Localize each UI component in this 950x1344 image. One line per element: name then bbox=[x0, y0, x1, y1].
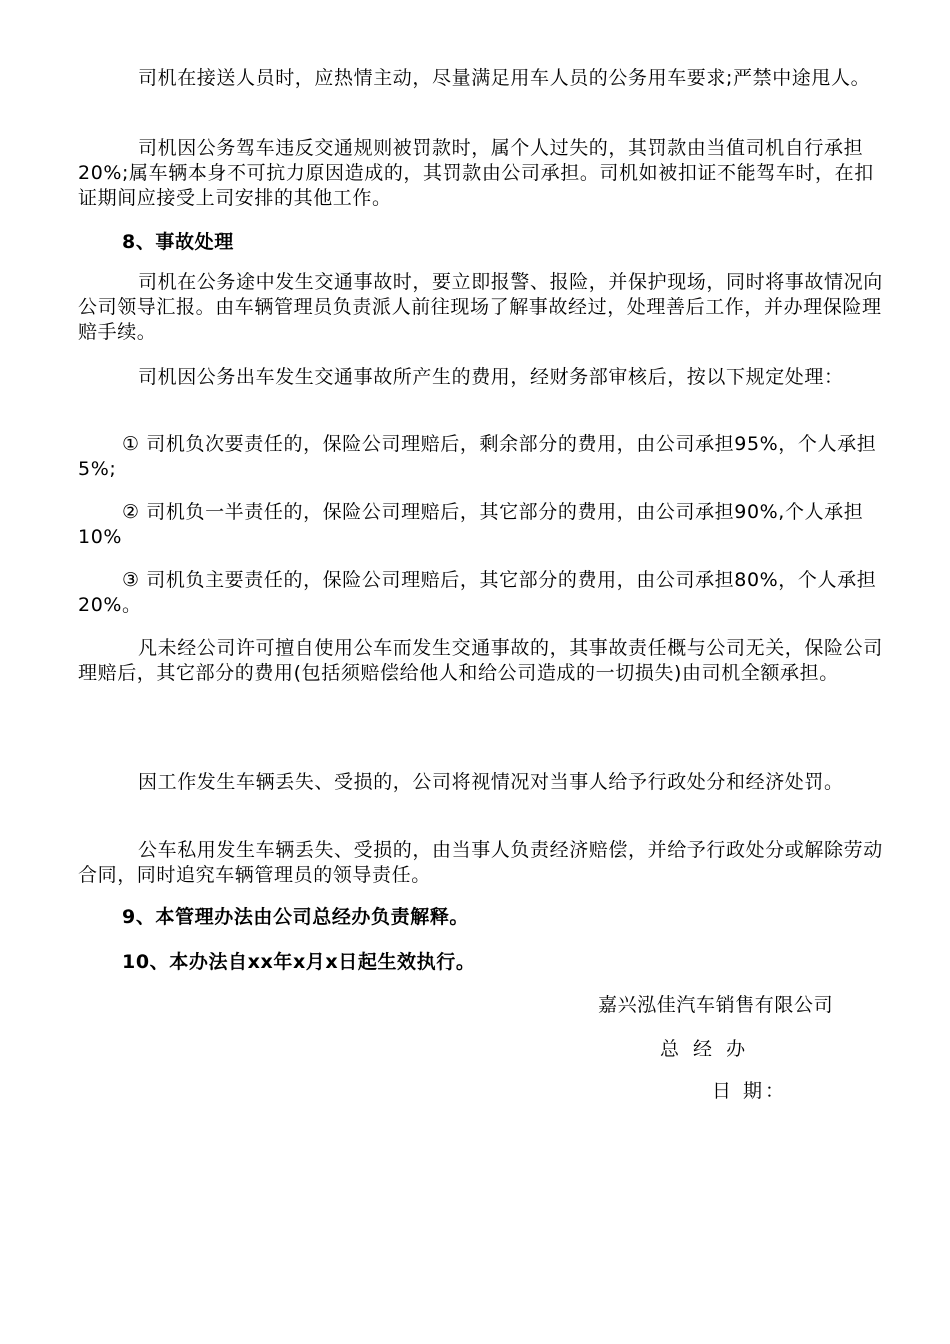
paragraph-traffic-fines: 司机因公务驾车违反交通规则被罚款时，属个人过失的，其罚款由当值司机自行承担20%;属车辆本身不可抗力原因造成的，其罚款由公司承担。司机如被扣证不能驾车时，在扣证期间应接受上司安排的其他工作。 bbox=[78, 137, 874, 209]
list-item-minor-responsibility: ① 司机负次要责任的，保险公司理赔后，剩余部分的费用，由公司承担95%，个人承担5%; bbox=[78, 433, 877, 480]
list-item-major-responsibility: ③ 司机负主要责任的，保险公司理赔后，其它部分的费用，由公司承担80%，个人承担20%。 bbox=[78, 569, 877, 616]
date-label: 日 期： bbox=[712, 1080, 788, 1102]
heading-effective-date: 10、本办法自xx年x月x日起生效执行。 bbox=[122, 951, 476, 973]
paragraph-vehicle-loss: 因工作发生车辆丢失、受损的，公司将视情况对当事人给予行政处分和经济处罚。 bbox=[138, 771, 844, 793]
company-name: 嘉兴泓佳汽车销售有限公司 bbox=[598, 994, 834, 1016]
paragraph-accident-costs: 司机因公务出车发生交通事故所产生的费用，经财务部审核后，按以下规定处理： bbox=[138, 366, 844, 388]
paragraph-unauthorized-use: 凡未经公司许可擅自使用公车而发生交通事故的，其事故责任概与公司无关，保险公司理赔后，其它部分的费用(包括须赔偿给他人和给公司造成的一切损失)由司机全额承担。 bbox=[78, 637, 883, 684]
heading-accident-handling: 8、事故处理 bbox=[122, 231, 234, 253]
department-name: 总 经 办 bbox=[660, 1038, 750, 1060]
heading-interpretation: 9、本管理办法由公司总经办负责解释。 bbox=[122, 906, 470, 928]
paragraph-accident-procedure: 司机在公务途中发生交通事故时，要立即报警、报险，并保护现场，同时将事故情况向公司领导汇报。由车辆管理员负责派人前往现场了解事故经过，处理善后工作，并办理保险理赔手续。 bbox=[78, 271, 883, 343]
paragraph-pickup-duty: 司机在接送人员时，应热情主动，尽量满足用车人员的公务用车要求;严禁中途甩人。 bbox=[138, 67, 871, 89]
list-item-half-responsibility: ② 司机负一半责任的，保险公司理赔后，其它部分的费用，由公司承担90%,个人承担10% bbox=[78, 501, 864, 548]
paragraph-private-use: 公车私用发生车辆丢失、受损的，由当事人负责经济赔偿，并给予行政处分或解除劳动合同，同时追究车辆管理员的领导责任。 bbox=[78, 839, 883, 886]
